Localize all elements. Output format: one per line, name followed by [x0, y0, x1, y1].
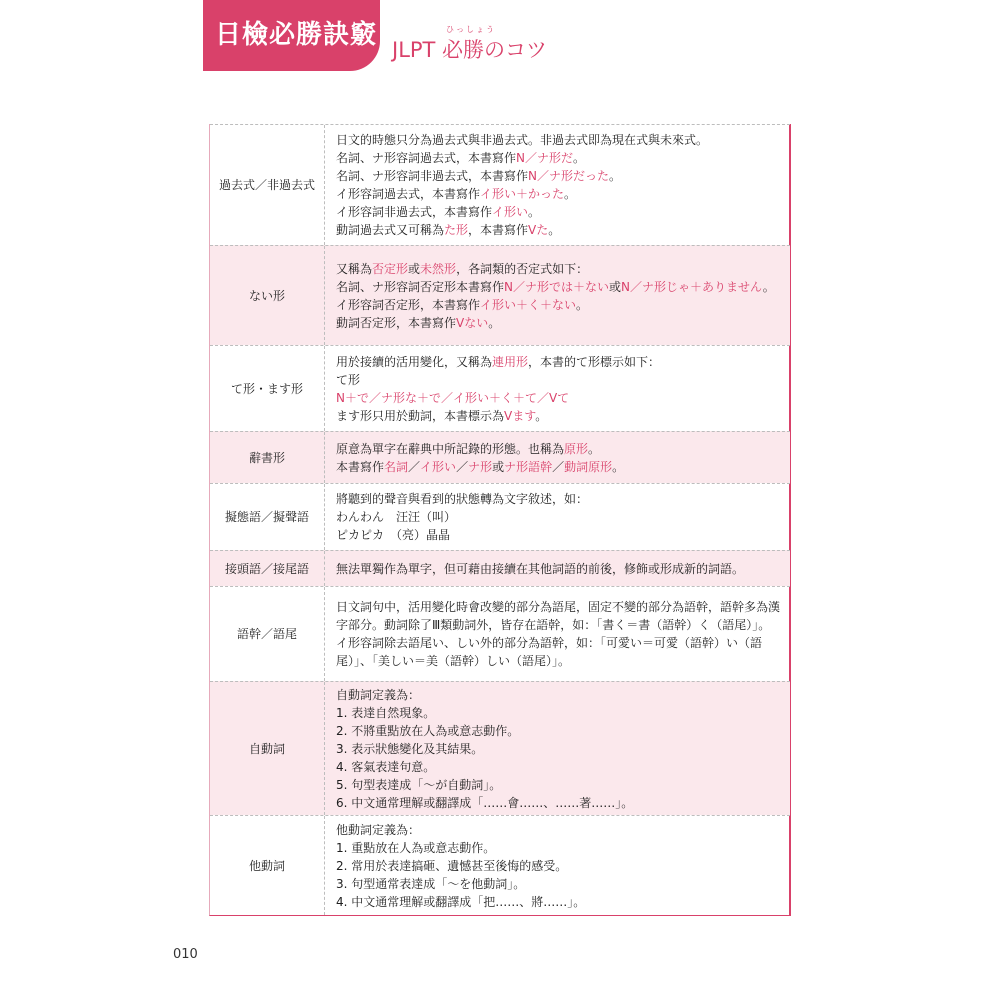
text-segment: 2. 常用於表達搞砸、遺憾甚至後悔的感受。	[336, 858, 568, 873]
description-line	[336, 221, 782, 239]
text-segment: 5. 句型表達成「～が自動詞」。	[336, 777, 502, 792]
description-line	[336, 167, 782, 185]
term-label: 接頭語／接尾語	[224, 561, 309, 576]
highlight-term: N／ナ形だ	[516, 151, 573, 165]
highlight-term: イ形い	[492, 205, 529, 219]
column-divider	[324, 246, 325, 345]
text-segment: 。	[609, 169, 622, 183]
description-line	[336, 296, 782, 314]
text-segment: 動詞否定形，本書寫作	[336, 315, 457, 330]
text-segment: ，本書寫作	[468, 223, 529, 237]
table-row	[210, 245, 790, 345]
text-segment: 2. 不將重點放在人為或意志動作。	[336, 723, 520, 738]
description-line	[336, 893, 782, 911]
description-line	[336, 704, 782, 722]
description-line	[336, 131, 782, 149]
section-title-tab	[203, 0, 380, 71]
text-segment: 3. 句型通常表達成「～を他動詞」。	[336, 876, 526, 891]
term-description	[336, 246, 782, 345]
term-label: 他動詞	[248, 858, 285, 873]
term-label: 語幹／語尾	[236, 627, 297, 641]
term-description	[336, 346, 782, 431]
column-divider	[324, 587, 325, 681]
text-segment: 。	[576, 297, 589, 312]
text-segment: 或	[609, 279, 622, 294]
text-segment: 他動詞定義為：	[336, 822, 421, 837]
term-label: 擬態語／擬聲語	[224, 510, 309, 524]
table-row	[210, 586, 790, 681]
text-segment: 。	[564, 187, 577, 201]
highlight-term: 原形	[564, 441, 589, 456]
highlight-term: 否定形	[372, 261, 409, 276]
text-segment: 。	[528, 205, 541, 219]
term-description	[336, 551, 782, 586]
description-line	[336, 389, 782, 407]
column-divider	[324, 125, 325, 245]
description-line	[336, 353, 782, 371]
text-segment: イ形容詞過去式，本書寫作	[336, 187, 481, 201]
description-line	[336, 440, 782, 458]
highlight-term: N／ナ形では＋ない	[504, 279, 609, 294]
column-divider	[324, 816, 325, 915]
description-line	[336, 821, 782, 839]
text-segment: 原意為單字在辭典中所記錄的形態。也稱為	[336, 441, 565, 456]
description-line	[336, 278, 782, 296]
text-segment: ピカピカ （亮）晶晶	[336, 528, 451, 542]
text-segment: 。	[612, 459, 625, 474]
column-divider	[324, 551, 325, 586]
term-label: 辭書形	[248, 450, 285, 465]
text-segment: 自動詞定義為：	[336, 687, 421, 702]
text-segment: 日文的時態只分為過去式與非過去式。非過去式即為現在式與未來式。	[336, 133, 709, 147]
highlight-term: た形	[444, 223, 469, 237]
text-segment: ／	[408, 459, 421, 474]
description-line	[336, 857, 782, 875]
text-segment: 4. 中文通常理解或翻譯成「把……、將……」。	[336, 894, 586, 909]
description-line	[336, 203, 782, 221]
description-line	[336, 526, 782, 544]
term-description	[336, 125, 782, 245]
text-segment: 6. 中文通常理解或翻譯成「……會……、……著……」。	[336, 795, 634, 810]
table-row	[210, 815, 790, 915]
text-segment: 。	[488, 315, 501, 330]
text-segment: わんわん 汪汪（叫）	[336, 510, 457, 524]
table-row	[210, 124, 790, 245]
highlight-term: 名詞	[384, 459, 409, 474]
text-segment: 。	[573, 151, 586, 165]
text-segment: 名詞、ナ形容詞非過去式，本書寫作	[336, 169, 529, 183]
description-line	[336, 407, 782, 425]
text-segment: ます形只用於動詞，本書標示為	[336, 408, 505, 423]
term-description	[336, 432, 782, 483]
description-line	[336, 490, 782, 508]
text-segment: ，本書的て形標示如下：	[528, 354, 661, 369]
highlight-term: Vます	[504, 408, 536, 423]
highlight-term: 未然形	[420, 261, 457, 276]
table-row	[210, 483, 790, 550]
description-line	[336, 598, 782, 670]
description-line	[336, 776, 782, 794]
term-label: 過去式／非過去式	[218, 178, 315, 192]
description-line	[336, 458, 782, 476]
text-segment: イ形容詞否定形，本書寫作	[336, 297, 481, 312]
highlight-term: N／ナ形じゃ＋ありません	[621, 279, 763, 294]
highlight-term: Vない	[456, 315, 489, 330]
text-segment: ／	[552, 459, 565, 474]
grammar-terms-table	[209, 124, 791, 916]
term-description	[336, 682, 782, 815]
text-segment: 名詞、ナ形容詞否定形本書寫作	[336, 279, 505, 294]
term-description	[336, 484, 782, 550]
description-line	[336, 722, 782, 740]
text-segment: 4. 客氣表達句意。	[336, 759, 436, 774]
text-segment: て形	[336, 372, 361, 387]
highlight-term: イ形い	[420, 459, 457, 474]
table-row	[210, 550, 790, 586]
highlight-term: イ形い＋かった	[480, 187, 565, 201]
furigana: ひっしょう	[446, 25, 496, 34]
column-divider	[324, 682, 325, 815]
highlight-term: ナ形	[468, 459, 493, 474]
description-line	[336, 686, 782, 704]
highlight-term: N／ナ形だった	[528, 169, 609, 183]
text-segment: 又稱為	[336, 261, 373, 276]
highlight-term: イ形い＋く＋ない	[480, 297, 577, 312]
highlight-term: ナ形語幹	[504, 459, 553, 474]
page-number: 010	[173, 947, 198, 962]
description-line	[336, 314, 782, 332]
table-row	[210, 681, 790, 815]
highlight-term: 動詞原形	[564, 459, 613, 474]
table-row	[210, 345, 790, 431]
highlight-term: 連用形	[492, 354, 529, 369]
text-segment: 用於接續的活用變化，又稱為	[336, 354, 493, 369]
text-segment: 本書寫作	[336, 459, 385, 474]
highlight-term: N＋で／ナ形な＋で／イ形い＋く＋て／Vて	[336, 390, 570, 405]
term-description	[336, 587, 782, 681]
text-segment: 。	[535, 408, 548, 423]
description-line	[336, 758, 782, 776]
text-segment: 動詞過去式又可稱為	[336, 223, 445, 237]
text-segment: 。	[548, 223, 561, 237]
text-segment: 或	[408, 261, 421, 276]
term-label: ない形	[248, 288, 285, 303]
description-line	[336, 185, 782, 203]
table-row	[210, 431, 790, 483]
description-line	[336, 371, 782, 389]
term-label: て形・ます形	[230, 381, 303, 396]
column-divider	[324, 432, 325, 483]
description-line	[336, 508, 782, 526]
text-segment: 。	[588, 441, 601, 456]
term-description	[336, 816, 782, 915]
text-segment: 或	[492, 459, 505, 474]
text-segment: 將聽到的聲音與看到的狀態轉為文字敘述，如：	[336, 492, 589, 506]
description-line	[336, 875, 782, 893]
section-title: 日檢必勝訣竅	[215, 20, 378, 50]
text-segment: 名詞、ナ形容詞過去式，本書寫作	[336, 151, 517, 165]
text-segment: 無法單獨作為單字，但可藉由接續在其他詞語的前後，修飾或形成新的詞語。	[336, 561, 745, 576]
text-segment: 。	[762, 279, 775, 294]
column-divider	[324, 484, 325, 550]
description-line	[336, 794, 782, 812]
text-segment: 1. 表達自然現象。	[336, 705, 436, 720]
description-line	[336, 839, 782, 857]
text-segment: 3. 表示狀態變化及其結果。	[336, 741, 484, 756]
term-label: 自動詞	[248, 741, 285, 756]
column-divider	[324, 346, 325, 431]
description-line	[336, 149, 782, 167]
description-line	[336, 560, 782, 578]
text-segment: 1. 重點放在人為或意志動作。	[336, 840, 496, 855]
description-line	[336, 740, 782, 758]
text-segment: ／	[456, 459, 469, 474]
section-subtitle: JLPT 必勝のコツ	[392, 38, 548, 62]
description-line	[336, 260, 782, 278]
text-segment: ，各詞類的否定式如下：	[456, 261, 589, 276]
text-segment: 日文詞句中，活用變化時會改變的部分為語尾，固定不變的部分為語幹，語幹多為漢字部分。動詞除了Ⅲ類動詞外，皆存在語幹，如：「書く＝書（語幹）く（語尾）」。イ形容詞除去語尾い、しい外的部分為語幹，如：「可愛い＝可愛（語幹）い（語尾）」、「美しい＝美（語幹）しい（語尾）」。	[336, 600, 781, 668]
highlight-term: Vた	[528, 223, 549, 237]
text-segment: イ形容詞非過去式，本書寫作	[336, 205, 493, 219]
